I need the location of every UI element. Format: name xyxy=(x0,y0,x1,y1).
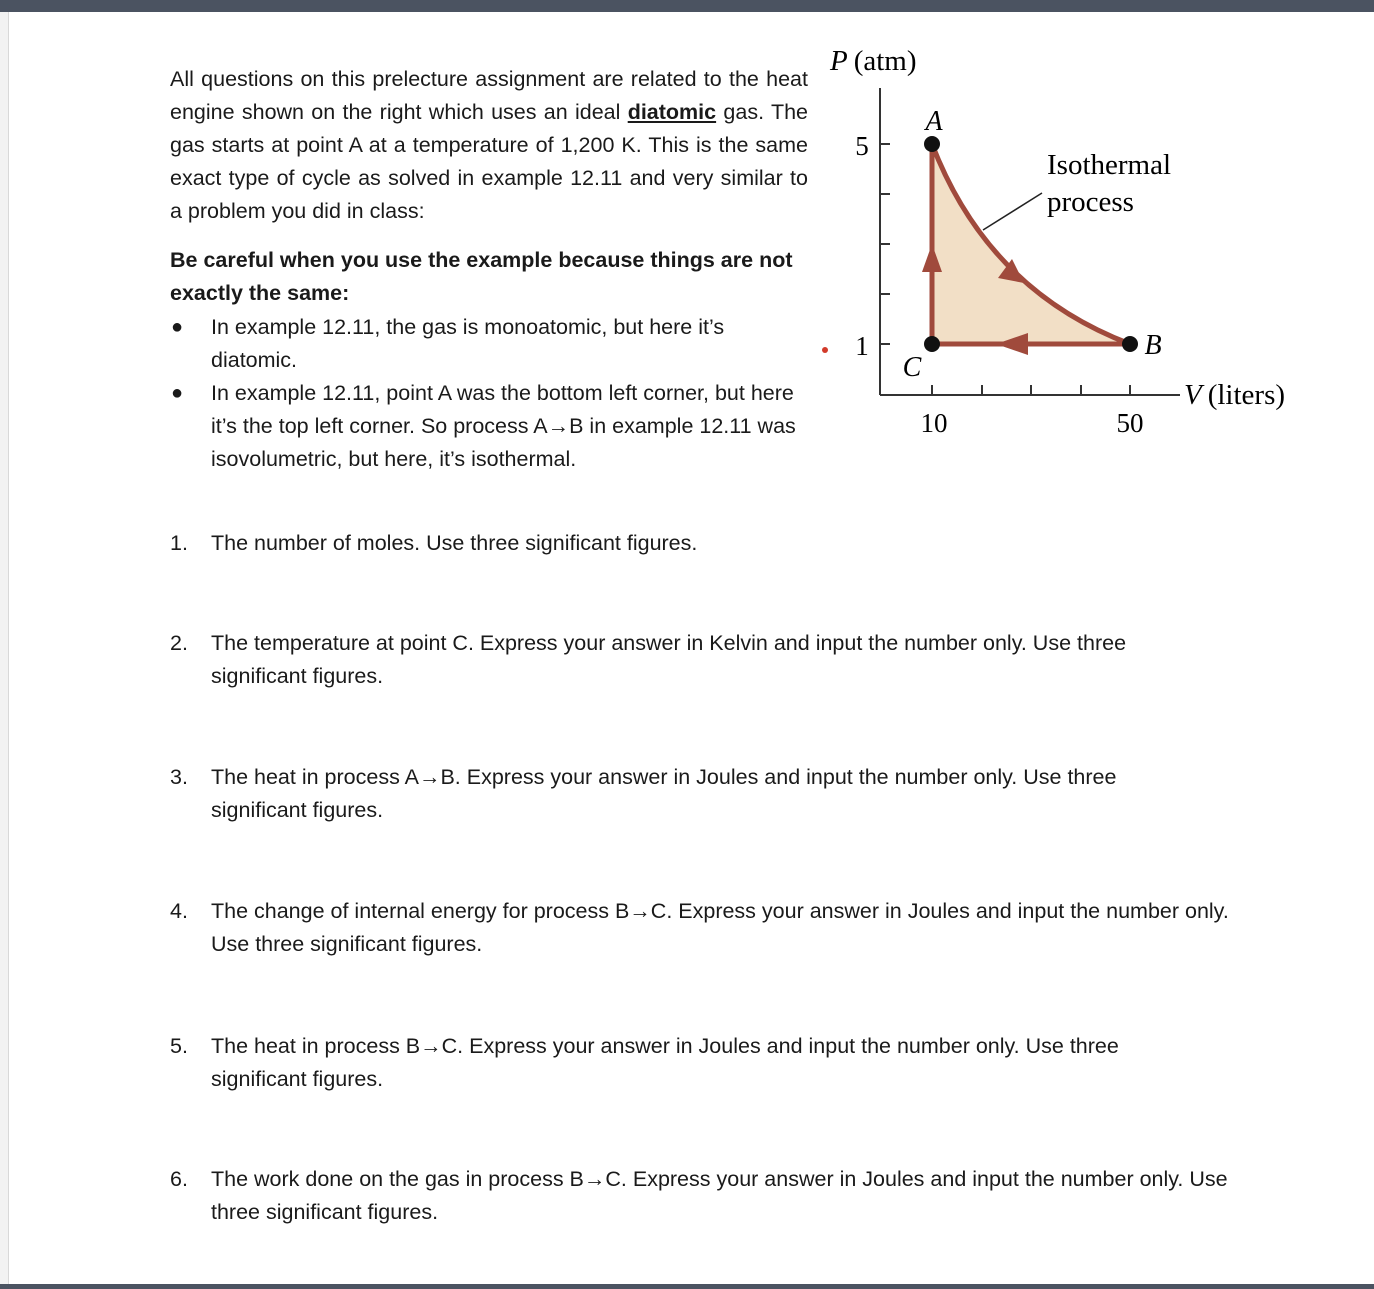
y-axis-unit: (atm) xyxy=(853,45,917,77)
pv-diagram xyxy=(0,0,1374,460)
x-tick-label-10: 10 xyxy=(920,408,948,438)
question-5 xyxy=(170,1030,1170,1096)
x-axis-unit: (liters) xyxy=(1207,379,1286,411)
y-tick-label-5: 5 xyxy=(855,131,869,161)
bullet-icon: ● xyxy=(171,382,184,404)
question-4 xyxy=(170,895,1230,961)
point-b-marker xyxy=(1122,336,1138,352)
question-text: The heat in process A→B. Express your answer in Joules and input the number only. Use three significant figures. xyxy=(211,765,1117,822)
question-number: 5. xyxy=(170,1034,188,1058)
difference-text: In example 12.11, the gas is monoatomic, but here it’s diatomic. xyxy=(211,315,725,372)
intro-text-start: All questions on this prelecture assignment are related to the heat engine shown on the right which uses an ideal xyxy=(170,67,808,124)
question-text: The work done on the gas in process B→C. Express your answer in Joules and input the number only. Use three significant figures. xyxy=(211,1167,1228,1224)
annotation-text-line1: Isothermal xyxy=(1047,149,1172,181)
question-text: The temperature at point C. Express your answer in Kelvin and input the number only. Use three significant figures. xyxy=(211,631,1127,688)
window-bottom-bar xyxy=(0,1284,1374,1289)
intro-emphasis: diatomic xyxy=(627,100,717,124)
intro-text-end: gas. The gas starts at point A at a temperature of 1,200 K. This is the same exact type of cycle as solved in example 12.11 and very similar to a problem you did in class: xyxy=(170,100,808,223)
y-axis-variable: P xyxy=(830,45,848,77)
question-number: 2. xyxy=(170,631,188,655)
y-tick-label-1: 1 xyxy=(855,331,869,361)
warning-heading: Be careful when you use the example because things are not exactly the same: xyxy=(170,248,793,305)
bullet-icon: ● xyxy=(171,316,184,338)
question-3 xyxy=(170,761,1170,827)
point-c-label: C xyxy=(902,352,922,383)
point-c-marker xyxy=(924,336,940,352)
point-a-marker xyxy=(924,136,940,152)
question-number: 1. xyxy=(170,531,188,555)
x-tick-label-50: 50 xyxy=(1116,408,1144,438)
question-2 xyxy=(170,627,1190,693)
y-axis-title xyxy=(829,45,917,77)
question-number: 4. xyxy=(170,899,188,923)
x-axis-variable: V xyxy=(1184,379,1202,411)
question-text: The number of moles. Use three significant figures. xyxy=(211,531,698,555)
annotation-text-line2: process xyxy=(1047,186,1134,218)
question-1 xyxy=(170,527,1230,560)
question-6 xyxy=(170,1163,1240,1229)
x-axis-title xyxy=(1184,379,1285,411)
difference-text: In example 12.11, point A was the bottom left corner, but here it’s the top left corner. So process A→B in example 12.11 was isovolumetric, but here, it’s isothermal. xyxy=(211,381,796,471)
annotation-leader-line xyxy=(983,193,1042,230)
question-text: The change of internal energy for process B→C. Express your answer in Joules and input the number only. Use three significant figures. xyxy=(211,899,1229,956)
stray-dot xyxy=(822,347,828,353)
point-a-label: A xyxy=(925,106,943,137)
question-number: 3. xyxy=(170,765,188,789)
point-b-label: B xyxy=(1144,330,1162,361)
question-number: 6. xyxy=(170,1167,188,1191)
question-text: The heat in process B→C. Express your answer in Joules and input the number only. Use three significant figures. xyxy=(211,1034,1119,1091)
